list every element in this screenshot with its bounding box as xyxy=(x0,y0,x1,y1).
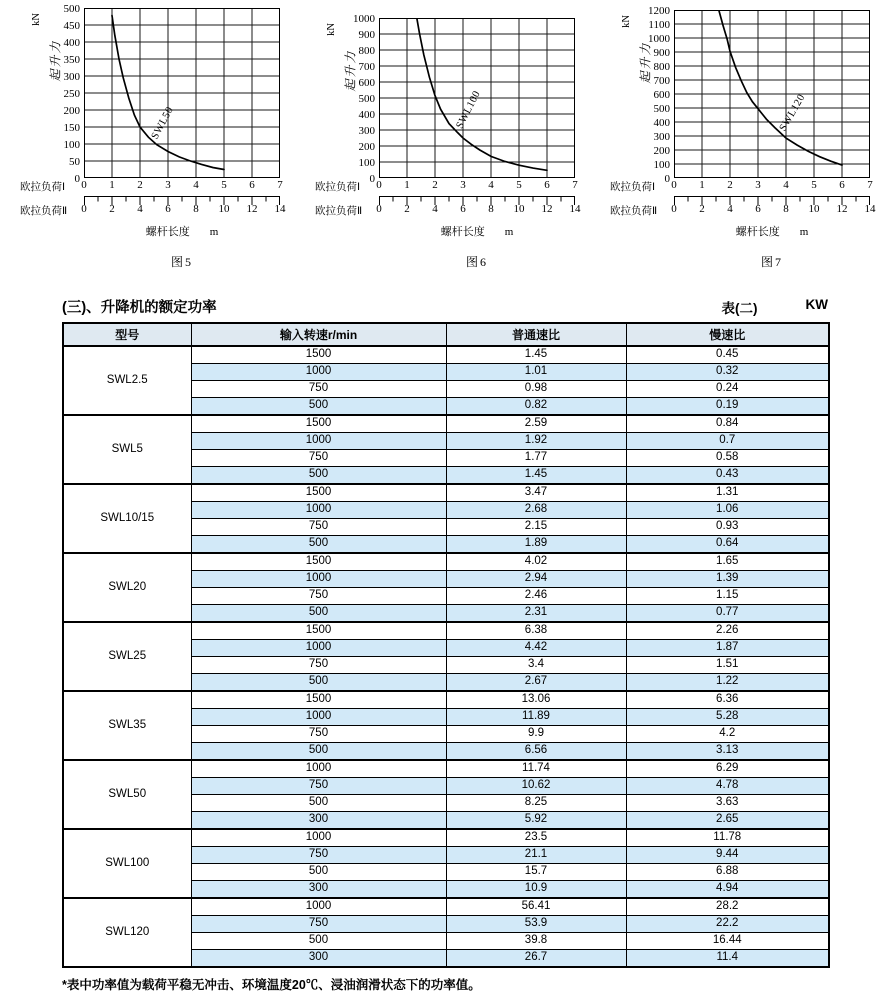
y-tick-label: 100 xyxy=(63,139,80,151)
normal-ratio-cell: 2.67 xyxy=(446,674,626,692)
x-axis-name: 螺杆长度 m xyxy=(145,226,219,238)
speed-cell: 1000 xyxy=(191,571,446,588)
y-axis xyxy=(325,13,379,185)
x-tick-label: 0 xyxy=(81,203,87,215)
normal-ratio-cell: 2.31 xyxy=(446,605,626,623)
x-tick-label: 6 xyxy=(839,179,845,191)
column-header: 输入转速r/min xyxy=(191,323,446,346)
speed-cell: 1500 xyxy=(191,484,446,502)
x-tick-label: 0 xyxy=(376,203,382,215)
slow-ratio-cell: 22.2 xyxy=(626,916,829,933)
model-cell: SWL2.5 xyxy=(63,346,191,415)
slow-ratio-cell: 0.77 xyxy=(626,605,829,623)
y-tick-label: 300 xyxy=(653,131,670,143)
speed-cell: 750 xyxy=(191,726,446,743)
slow-ratio-cell: 6.36 xyxy=(626,691,829,709)
slow-ratio-cell: 1.51 xyxy=(626,657,829,674)
y-axis-name: 起升力 xyxy=(343,49,358,92)
x-tick-label: 10 xyxy=(808,203,820,215)
axis-ruler xyxy=(379,192,575,202)
y-tick-label: 0 xyxy=(74,173,80,185)
speed-cell: 1000 xyxy=(191,640,446,657)
normal-ratio-cell: 3.47 xyxy=(446,484,626,502)
speed-cell: 500 xyxy=(191,795,446,812)
normal-ratio-cell: 3.4 xyxy=(446,657,626,674)
y-tick-label: 250 xyxy=(63,88,80,100)
slow-ratio-cell: 6.88 xyxy=(626,864,829,881)
y-tick-label: 1200 xyxy=(648,5,670,17)
euler-load-1-label: 欧拉负荷Ⅰ xyxy=(315,182,361,193)
y-tick-label: 500 xyxy=(63,3,80,15)
y-tick-label: 150 xyxy=(63,122,80,134)
normal-ratio-cell: 0.82 xyxy=(446,398,626,416)
table-row xyxy=(63,346,829,364)
y-tick-label: 200 xyxy=(63,105,80,117)
x-axis-name: 螺杆长度 m xyxy=(735,226,809,238)
speed-cell: 750 xyxy=(191,847,446,864)
chart-svg xyxy=(379,18,575,178)
speed-cell: 500 xyxy=(191,536,446,554)
slow-ratio-cell: 6.29 xyxy=(626,760,829,778)
x-tick-label: 4 xyxy=(488,179,494,191)
speed-cell: 750 xyxy=(191,519,446,536)
x-tick-label: 7 xyxy=(867,179,873,191)
speed-cell: 750 xyxy=(191,381,446,398)
normal-ratio-cell: 56.41 xyxy=(446,898,626,916)
slow-ratio-cell: 1.22 xyxy=(626,674,829,692)
normal-ratio-cell: 0.98 xyxy=(446,381,626,398)
slow-ratio-cell: 1.06 xyxy=(626,502,829,519)
normal-ratio-cell: 2.15 xyxy=(446,519,626,536)
slow-ratio-cell: 9.44 xyxy=(626,847,829,864)
x-tick-label: 1 xyxy=(109,179,115,191)
speed-cell: 1500 xyxy=(191,622,446,640)
y-axis-name: 起升力 xyxy=(638,41,653,84)
model-cell: SWL20 xyxy=(63,553,191,622)
model-cell: SWL25 xyxy=(63,622,191,691)
y-tick-label: 800 xyxy=(358,45,375,57)
y-tick-label: 50 xyxy=(69,156,80,168)
x-axis-unit: m xyxy=(209,226,219,238)
x-tick-label: 4 xyxy=(432,203,438,215)
x-tick-label: 3 xyxy=(460,179,466,191)
y-axis xyxy=(620,5,674,185)
slow-ratio-cell: 11.4 xyxy=(626,950,829,968)
y-tick-label: 800 xyxy=(653,61,670,73)
load-curve xyxy=(719,10,842,165)
y-tick-label: 450 xyxy=(63,20,80,32)
x-tick-label: 5 xyxy=(516,179,522,191)
slow-ratio-cell: 11.78 xyxy=(626,829,829,847)
y-tick-label: 0 xyxy=(369,173,375,185)
normal-ratio-cell: 2.46 xyxy=(446,588,626,605)
normal-ratio-cell: 1.01 xyxy=(446,364,626,381)
slow-ratio-cell: 0.43 xyxy=(626,467,829,485)
x-tick-label: 3 xyxy=(165,179,171,191)
slow-ratio-cell: 1.65 xyxy=(626,553,829,571)
table-row xyxy=(63,829,829,847)
plot-area xyxy=(379,18,575,178)
x-tick-label: 6 xyxy=(755,203,761,215)
euler-load-2-label: 欧拉负荷Ⅱ xyxy=(315,206,363,217)
curve-label: SWL100 xyxy=(454,89,483,131)
slow-ratio-cell: 3.63 xyxy=(626,795,829,812)
y-tick-label: 100 xyxy=(653,159,670,171)
x-tick-label: 0 xyxy=(376,179,382,191)
normal-ratio-cell: 21.1 xyxy=(446,847,626,864)
slow-ratio-cell: 0.7 xyxy=(626,433,829,450)
normal-ratio-cell: 9.9 xyxy=(446,726,626,743)
normal-ratio-cell: 6.38 xyxy=(446,622,626,640)
x-tick-label: 10 xyxy=(218,203,230,215)
x-tick-label: 5 xyxy=(811,179,817,191)
x-tick-label: 0 xyxy=(671,203,677,215)
euler-load-1-label: 欧拉负荷Ⅰ xyxy=(20,182,66,193)
y-tick-label: 100 xyxy=(358,157,375,169)
speed-cell: 1500 xyxy=(191,346,446,364)
slow-ratio-cell: 1.87 xyxy=(626,640,829,657)
x-tick-label: 0 xyxy=(81,179,87,191)
chart-svg xyxy=(84,8,280,178)
x-axis-unit: m xyxy=(504,226,514,238)
model-cell: SWL100 xyxy=(63,829,191,898)
figure-caption: 图7 xyxy=(760,255,783,269)
slow-ratio-cell: 2.26 xyxy=(626,622,829,640)
x-tick-label: 7 xyxy=(572,179,578,191)
speed-cell: 1000 xyxy=(191,898,446,916)
y-tick-label: 1100 xyxy=(648,19,670,31)
slow-ratio-cell: 4.2 xyxy=(626,726,829,743)
plot-zone xyxy=(620,5,872,185)
slow-ratio-cell: 16.44 xyxy=(626,933,829,950)
slow-ratio-cell: 0.84 xyxy=(626,415,829,433)
x-tick-label: 4 xyxy=(137,203,143,215)
x-tick-label: 2 xyxy=(109,203,115,215)
speed-cell: 300 xyxy=(191,812,446,830)
x-tick-label: 12 xyxy=(246,203,258,215)
normal-ratio-cell: 2.68 xyxy=(446,502,626,519)
normal-ratio-cell: 6.56 xyxy=(446,743,626,761)
speed-cell: 500 xyxy=(191,398,446,416)
x-tick-label: 5 xyxy=(221,179,227,191)
normal-ratio-cell: 26.7 xyxy=(446,950,626,968)
speed-cell: 1000 xyxy=(191,760,446,778)
y-tick-label: 300 xyxy=(63,71,80,83)
normal-ratio-cell: 2.59 xyxy=(446,415,626,433)
euler-load-2-label: 欧拉负荷Ⅱ xyxy=(20,206,68,217)
curve-label: SWL50 xyxy=(149,105,176,142)
curve-label: SWL120 xyxy=(777,92,808,134)
slow-ratio-cell: 3.13 xyxy=(626,743,829,761)
euler-load-row-1 xyxy=(315,178,578,193)
y-tick-label: 400 xyxy=(653,117,670,129)
x-tick-label: 8 xyxy=(783,203,789,215)
normal-ratio-cell: 1.92 xyxy=(446,433,626,450)
chart-svg xyxy=(674,10,870,178)
y-axis xyxy=(30,3,84,185)
column-header: 慢速比 xyxy=(626,323,829,346)
table-tag: 表(二) xyxy=(721,301,758,316)
table-row xyxy=(63,898,829,916)
section-heading: (三)、升降机的额定功率 xyxy=(62,300,217,316)
slow-ratio-cell: 0.93 xyxy=(626,519,829,536)
chart-fig6 xyxy=(315,13,581,270)
slow-ratio-cell: 1.39 xyxy=(626,571,829,588)
speed-cell: 750 xyxy=(191,657,446,674)
speed-cell: 750 xyxy=(191,778,446,795)
x-tick-label: 2 xyxy=(432,179,438,191)
y-axis-unit: kN xyxy=(620,15,632,28)
speed-cell: 1000 xyxy=(191,502,446,519)
y-axis-unit: kN xyxy=(325,23,337,36)
slow-ratio-cell: 0.24 xyxy=(626,381,829,398)
table-header xyxy=(63,323,829,346)
speed-cell: 300 xyxy=(191,950,446,968)
y-tick-label: 300 xyxy=(358,125,375,137)
plot-area xyxy=(84,8,280,178)
table-unit: KW xyxy=(805,297,828,312)
x-tick-label: 10 xyxy=(513,203,525,215)
table-tag-row xyxy=(722,297,829,317)
normal-ratio-cell: 1.89 xyxy=(446,536,626,554)
slow-ratio-cell: 1.31 xyxy=(626,484,829,502)
x-tick-label: 4 xyxy=(783,179,789,191)
y-tick-label: 1000 xyxy=(353,13,375,25)
plot-zone xyxy=(325,13,577,185)
normal-ratio-cell: 10.62 xyxy=(446,778,626,795)
footnote: *表中功率值为载荷平稳无冲击、环境温度20℃、浸油润滑状态下的功率值。 xyxy=(62,978,481,992)
y-tick-label: 700 xyxy=(653,75,670,87)
speed-cell: 1500 xyxy=(191,691,446,709)
speed-cell: 1000 xyxy=(191,364,446,381)
y-tick-label: 500 xyxy=(358,93,375,105)
normal-ratio-cell: 4.02 xyxy=(446,553,626,571)
normal-ratio-cell: 1.45 xyxy=(446,467,626,485)
speed-cell: 500 xyxy=(191,674,446,692)
normal-ratio-cell: 13.06 xyxy=(446,691,626,709)
x-tick-label: 4 xyxy=(727,203,733,215)
speed-cell: 1500 xyxy=(191,553,446,571)
slow-ratio-cell: 0.19 xyxy=(626,398,829,416)
model-cell: SWL120 xyxy=(63,898,191,967)
normal-ratio-cell: 5.92 xyxy=(446,812,626,830)
normal-ratio-cell: 1.77 xyxy=(446,450,626,467)
model-cell: SWL50 xyxy=(63,760,191,829)
y-tick-label: 500 xyxy=(653,103,670,115)
euler-load-row-2 xyxy=(610,202,876,217)
figure-caption: 图6 xyxy=(465,255,488,269)
header-row xyxy=(63,323,829,346)
grid-lines xyxy=(84,8,280,178)
euler-load-1-label: 欧拉负荷Ⅰ xyxy=(610,182,656,193)
x-tick-label: 12 xyxy=(541,203,553,215)
x-axis-unit: m xyxy=(799,226,809,238)
column-header: 型号 xyxy=(63,323,191,346)
table-row xyxy=(63,760,829,778)
x-tick-label: 7 xyxy=(277,179,283,191)
table-row xyxy=(63,622,829,640)
x-axis-name: 螺杆长度 m xyxy=(440,226,514,238)
euler-load-row-1 xyxy=(610,178,873,193)
x-tick-label: 0 xyxy=(671,179,677,191)
normal-ratio-cell: 39.8 xyxy=(446,933,626,950)
speed-cell: 500 xyxy=(191,605,446,623)
speed-cell: 1000 xyxy=(191,709,446,726)
x-tick-label: 2 xyxy=(699,203,705,215)
euler-load-row-1 xyxy=(20,178,283,193)
euler-load-row-2 xyxy=(315,202,581,217)
normal-ratio-cell: 11.89 xyxy=(446,709,626,726)
x-tick-label: 6 xyxy=(249,179,255,191)
x-tick-label: 14 xyxy=(569,203,581,215)
y-tick-label: 400 xyxy=(63,37,80,49)
y-tick-label: 900 xyxy=(358,29,375,41)
slow-ratio-cell: 0.32 xyxy=(626,364,829,381)
x-tick-label: 4 xyxy=(193,179,199,191)
y-tick-label: 350 xyxy=(63,54,80,66)
normal-ratio-cell: 53.9 xyxy=(446,916,626,933)
plot-area xyxy=(674,10,870,178)
y-tick-label: 400 xyxy=(358,109,375,121)
speed-cell: 500 xyxy=(191,864,446,881)
plot-zone xyxy=(30,3,282,185)
charts-row xyxy=(0,3,890,270)
column-header: 普通速比 xyxy=(446,323,626,346)
table-row xyxy=(63,484,829,502)
speed-cell: 500 xyxy=(191,467,446,485)
speed-cell: 300 xyxy=(191,881,446,899)
slow-ratio-cell: 28.2 xyxy=(626,898,829,916)
euler-load-2-label: 欧拉负荷Ⅱ xyxy=(610,206,658,217)
speed-cell: 750 xyxy=(191,916,446,933)
slow-ratio-cell: 1.15 xyxy=(626,588,829,605)
x-tick-label: 12 xyxy=(836,203,848,215)
normal-ratio-cell: 1.45 xyxy=(446,346,626,364)
x-tick-label: 2 xyxy=(727,179,733,191)
x-tick-label: 8 xyxy=(488,203,494,215)
y-tick-label: 1000 xyxy=(648,33,670,45)
euler-load-row-2 xyxy=(20,202,286,217)
power-table xyxy=(62,322,830,968)
figure-caption: 图5 xyxy=(170,255,193,269)
slow-ratio-cell: 5.28 xyxy=(626,709,829,726)
table-row xyxy=(63,553,829,571)
normal-ratio-cell: 11.74 xyxy=(446,760,626,778)
normal-ratio-cell: 15.7 xyxy=(446,864,626,881)
x-tick-label: 2 xyxy=(137,179,143,191)
x-tick-label: 3 xyxy=(755,179,761,191)
y-tick-label: 900 xyxy=(653,47,670,59)
speed-cell: 1000 xyxy=(191,433,446,450)
normal-ratio-cell: 10.9 xyxy=(446,881,626,899)
normal-ratio-cell: 23.5 xyxy=(446,829,626,847)
chart-fig7 xyxy=(610,5,876,270)
slow-ratio-cell: 4.94 xyxy=(626,881,829,899)
grid-lines xyxy=(674,10,870,178)
y-tick-label: 200 xyxy=(358,141,375,153)
model-cell: SWL10/15 xyxy=(63,484,191,553)
model-cell: SWL35 xyxy=(63,691,191,760)
slow-ratio-cell: 2.65 xyxy=(626,812,829,830)
x-tick-label: 6 xyxy=(165,203,171,215)
x-tick-label: 14 xyxy=(274,203,286,215)
y-tick-label: 700 xyxy=(358,61,375,73)
x-tick-label: 6 xyxy=(544,179,550,191)
slow-ratio-cell: 0.64 xyxy=(626,536,829,554)
speed-cell: 500 xyxy=(191,933,446,950)
speed-cell: 750 xyxy=(191,588,446,605)
x-tick-label: 8 xyxy=(193,203,199,215)
model-cell: SWL5 xyxy=(63,415,191,484)
x-tick-label: 6 xyxy=(460,203,466,215)
heading-row xyxy=(62,296,828,317)
y-axis-unit: kN xyxy=(30,13,42,26)
normal-ratio-cell: 2.94 xyxy=(446,571,626,588)
speed-cell: 750 xyxy=(191,450,446,467)
table-row xyxy=(63,691,829,709)
y-tick-label: 0 xyxy=(664,173,670,185)
x-tick-label: 1 xyxy=(404,179,410,191)
slow-ratio-cell: 4.78 xyxy=(626,778,829,795)
axis-ruler xyxy=(84,192,280,202)
y-tick-label: 200 xyxy=(653,145,670,157)
x-tick-label: 2 xyxy=(404,203,410,215)
y-tick-label: 600 xyxy=(358,77,375,89)
y-axis-name: 起升力 xyxy=(48,39,63,82)
axis-ruler xyxy=(674,192,870,202)
x-tick-label: 1 xyxy=(699,179,705,191)
table-row xyxy=(63,415,829,433)
y-tick-label: 600 xyxy=(653,89,670,101)
speed-cell: 1500 xyxy=(191,415,446,433)
slow-ratio-cell: 0.45 xyxy=(626,346,829,364)
table-body xyxy=(63,346,829,967)
normal-ratio-cell: 8.25 xyxy=(446,795,626,812)
speed-cell: 500 xyxy=(191,743,446,761)
x-tick-label: 14 xyxy=(864,203,876,215)
chart-fig5 xyxy=(20,3,286,270)
normal-ratio-cell: 4.42 xyxy=(446,640,626,657)
slow-ratio-cell: 0.58 xyxy=(626,450,829,467)
speed-cell: 1000 xyxy=(191,829,446,847)
